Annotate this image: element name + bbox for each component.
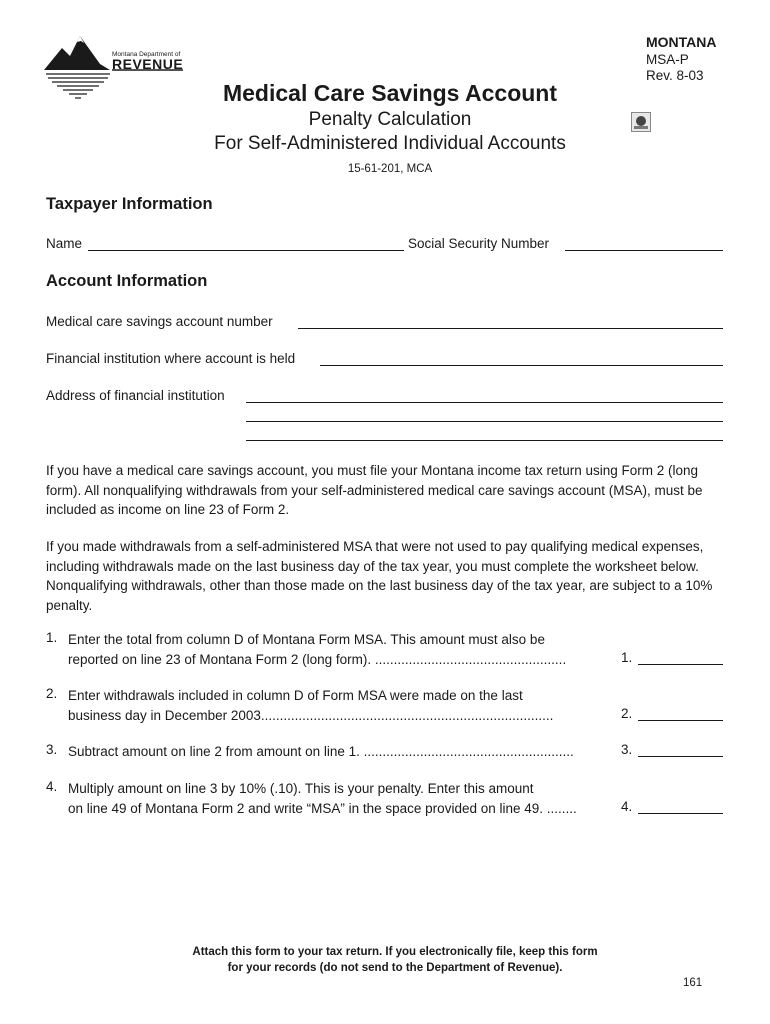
item-1-ref: 1.	[621, 650, 633, 665]
item-2-number: 2.	[46, 686, 58, 701]
footer-line-1: Attach this form to your tax return. If you electronically file, keep this form	[192, 946, 598, 958]
item-1-line-1: Enter the total from column D of Montana Form MSA. This amount must also be	[68, 632, 545, 647]
account-heading: Account Information	[46, 272, 208, 290]
item-1-line-2: reported on line 23 of Montana Form 2 (long form). ...................................................	[68, 651, 567, 667]
address-field-line-3[interactable]	[246, 440, 723, 441]
name-field[interactable]	[88, 250, 404, 251]
item-4-text	[68, 779, 648, 818]
ssn-label: Social Security Number	[408, 236, 550, 251]
form-title: Medical Care Savings Account	[222, 80, 558, 106]
item-2-ref: 2.	[621, 706, 633, 721]
page-number: 161	[683, 977, 703, 989]
statute-reference: 15-61-201, MCA	[347, 163, 433, 175]
logo-department-text: Montana Department of	[112, 51, 181, 58]
form-subtitle-2: For Self-Administered Individual Accounts	[214, 133, 566, 154]
logo-revenue-text: REVENUE	[112, 56, 184, 72]
address-label: Address of financial institution	[46, 388, 225, 403]
item-1-number: 1.	[46, 630, 58, 645]
item-4-line-1: Multiply amount on line 3 by 10% (.10). This is your penalty. Enter this amount	[68, 781, 534, 796]
address-field-line-2[interactable]	[246, 421, 723, 422]
item-2-line-1: Enter withdrawals included in column D of Form MSA were made on the last	[68, 688, 523, 703]
form-subtitle: Penalty Calculation	[308, 109, 472, 130]
item-4-line-2: on line 49 of Montana Form 2 and write “MSA” in the space provided on line 49. ........	[68, 800, 577, 816]
ssn-field[interactable]	[565, 250, 723, 251]
item-4-number: 4.	[46, 779, 58, 794]
account-number-field[interactable]	[298, 328, 723, 329]
form-id: MSA-P	[646, 52, 689, 67]
item-3-text: Subtract amount on line 2 from amount on line 1. ........................................................	[68, 744, 574, 759]
item-2-amount-field[interactable]	[638, 720, 723, 721]
item-4-ref: 4.	[621, 799, 633, 814]
item-3-number: 3.	[46, 742, 58, 757]
instructions-paragraph-2: If you made withdrawals from a self-administered MSA that were not used to pay qualifying medical expenses, including withdrawals made on the last business day of the tax year, you must complete the worksheet below. Nonqualifying withdrawals, other than those made on the last business day of the tax year, are subject to a 10% penalty.	[46, 539, 713, 613]
taxpayer-heading: Taxpayer Information	[46, 195, 213, 213]
item-3-ref: 3.	[621, 742, 633, 757]
item-3-amount-field[interactable]	[638, 756, 723, 757]
address-field-line-1[interactable]	[246, 402, 723, 403]
item-4-amount-field[interactable]	[638, 813, 723, 814]
institution-field[interactable]	[320, 365, 723, 366]
account-number-label: Medical care savings account number	[46, 314, 273, 329]
item-1-text	[68, 630, 648, 669]
form-revision: Rev. 8-03	[646, 68, 704, 83]
footer-line-2: for your records (do not send to the Department of Revenue).	[227, 962, 563, 974]
institution-label: Financial institution where account is held	[46, 351, 296, 366]
item-2-text	[68, 686, 648, 725]
footer-note	[0, 944, 770, 976]
state-name: MONTANA	[646, 34, 717, 50]
item-2-line-2: business day in December 2003..............................................................................	[68, 707, 554, 723]
instructions-paragraph-1: If you have a medical care savings account, you must file your Montana income tax return using Form 2 (long form). All nonqualifying withdrawals from your self-administered medical care savings account (MSA), must be included as income on line 23 of Form 2.	[46, 463, 703, 517]
item-1-amount-field[interactable]	[638, 664, 723, 665]
name-label: Name	[46, 236, 83, 251]
